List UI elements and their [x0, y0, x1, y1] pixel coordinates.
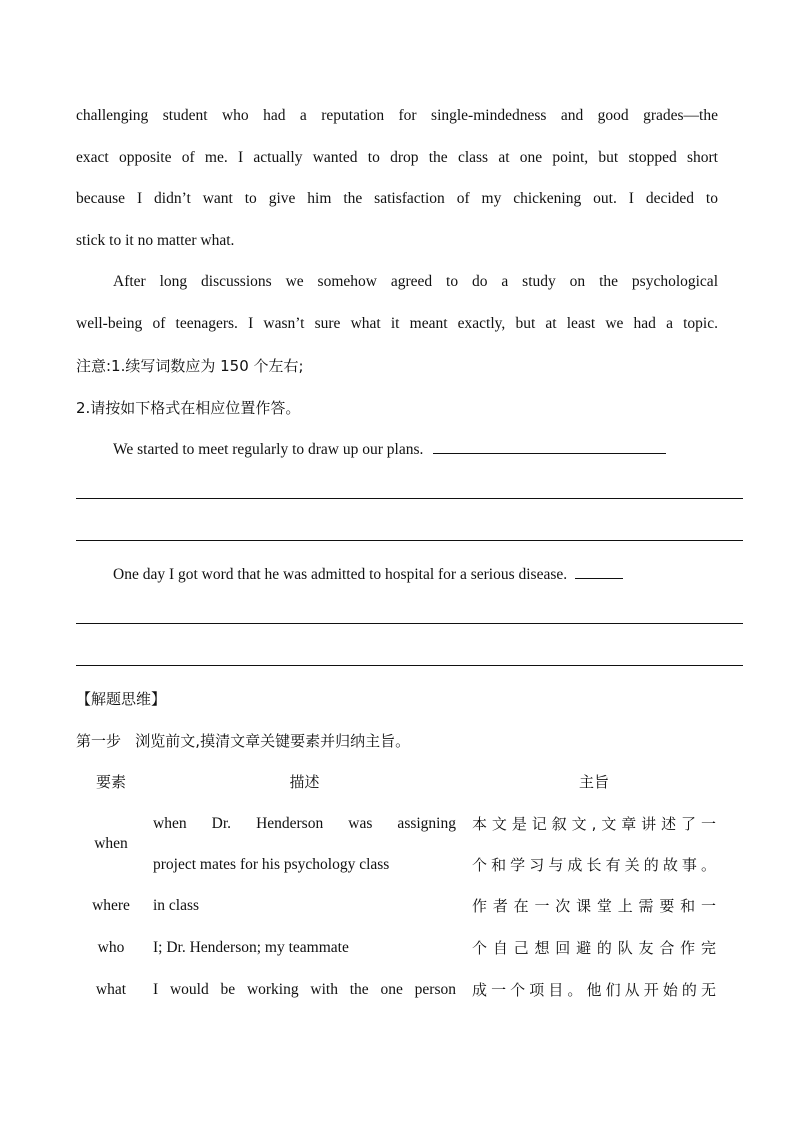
row-desc-what: I would be working with the one person: [153, 981, 456, 998]
prompt1-answer-blank[interactable]: [433, 439, 666, 454]
paragraph2-line1: After long discussions we somehow agreed to do a study on the psychological: [113, 273, 718, 290]
prompt2-line: [113, 564, 733, 585]
theme-line: 成一个项目。他们从开始的无: [472, 981, 716, 999]
table-header-theme: 主旨: [578, 773, 609, 791]
note-word-count: 注意:1.续写词数应为 150 个左右;: [76, 357, 304, 375]
theme-line: 个和学习与成长有关的故事。: [472, 856, 716, 874]
theme-line: 个自己想回避的队友合作完: [472, 939, 716, 957]
answer-line[interactable]: [76, 498, 743, 499]
row-key-when: when: [94, 835, 128, 852]
row-desc-when-line2: project mates for his psychology class: [153, 856, 390, 873]
row-desc-who: I; Dr. Henderson; my teammate: [153, 939, 349, 956]
prompt1-line: [113, 439, 733, 460]
analysis-heading: 【解题思维】: [76, 690, 167, 708]
row-key-where: where: [92, 897, 130, 914]
paragraph1-line1: challenging student who had a reputation for single-mindedness and good grades—the: [76, 107, 718, 124]
prompt2-text: One day I got word that he was admitted to hospital for a serious disease.: [113, 566, 568, 583]
theme-line: 作者在一次课堂上需要和一: [472, 897, 716, 915]
note-format: 2.请按如下格式在相应位置作答。: [76, 399, 301, 417]
theme-line: 本文是记叙文,文章讲述了一: [472, 815, 716, 833]
paragraph2-line2: well-being of teenagers. I wasn’t sure what it meant exactly, but at least we had a topic.: [76, 315, 718, 332]
answer-line[interactable]: [76, 623, 743, 624]
row-desc-where: in class: [153, 897, 200, 914]
analysis-step1: 第一步 浏览前文,摸清文章关键要素并归纳主旨。: [76, 732, 411, 750]
answer-line[interactable]: [76, 540, 743, 541]
row-desc-when-line1: when Dr. Henderson was assigning: [153, 815, 456, 832]
prompt1-text: We started to meet regularly to draw up our plans.: [113, 441, 424, 458]
table-header-element: 要素: [95, 773, 126, 791]
answer-line[interactable]: [76, 665, 743, 666]
prompt2-answer-blank[interactable]: [575, 564, 623, 579]
paragraph1-line4: stick to it no matter what.: [76, 232, 235, 249]
row-key-what: what: [95, 981, 127, 998]
table-header-description: 描述: [289, 773, 320, 791]
paragraph1-line3: because I didn’t want to give him the satisfaction of my chickening out. I decided to: [76, 190, 718, 207]
row-key-who: who: [97, 939, 125, 956]
paragraph1-line2: exact opposite of me. I actually wanted to drop the class at one point, but stopped short: [76, 149, 718, 166]
